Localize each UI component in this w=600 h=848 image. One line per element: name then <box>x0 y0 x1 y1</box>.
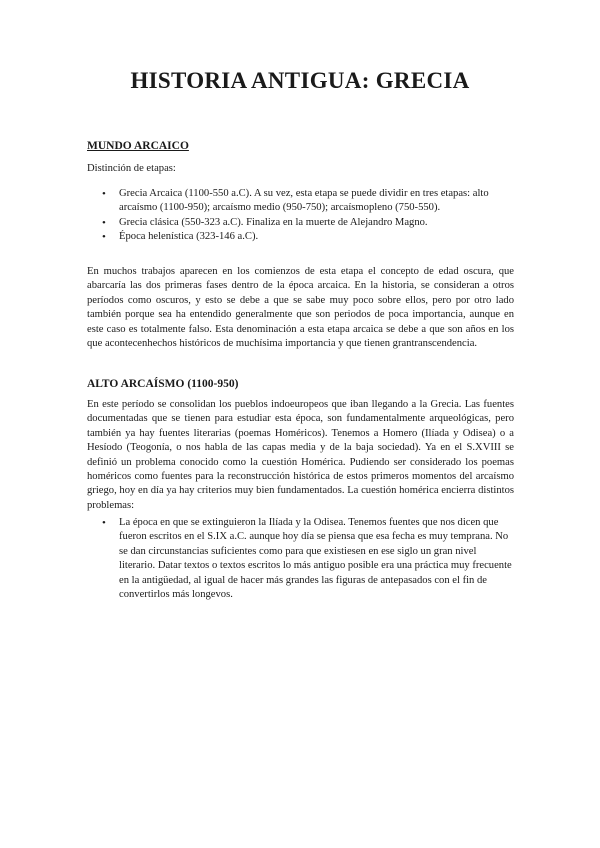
list-item: • Época helenística (323-146 a.C). <box>87 230 514 244</box>
intro-text: Distinción de etapas: <box>87 163 176 174</box>
page-title: HISTORIA ANTIGUA: GRECIA <box>130 68 470 93</box>
etapas-list <box>87 187 514 245</box>
section-heading-mundo-arcaico: MUNDO ARCAICO <box>87 140 189 152</box>
section-heading-alto-arcaismo: ALTO ARCAÍSMO (1100-950) <box>87 378 239 390</box>
paragraph-edad-oscura: En muchos trabajos aparecen en los comienzos de esta etapa el concepto de edad oscura, que abarcaría las dos primeras fases dentro de la época arcaica. En la historia, se consideran a otros períodos como oscuros, y esto se debe a que se sabe muy poco sobre ellos, pero por otro lado también porque sea ha entendido generalmente que son periodos de poca importancia, aunque en este caso es totalmente falso. Esta denominación a esta etapa arcaica se debe a que son años en los que acontecenhechos históricos de muchísima importancia y que tienen grantranscendencia. <box>87 266 514 350</box>
paragraph-alto-arcaismo: En este período se consolidan los pueblos indoeuropeos que iban llegando a la Grecia. Las fuentes documentadas que se tienen para estudiar esta época, son fundamentalmente arqueológicas, pero también ya hay fuentes literarias (poemas Homéricos). Tenemos a Homero (Ilíada y Odisea) o a Hesíodo (Teogonía, o nos habla de las capas media y de la baja sociedad). Ya en el S.XVIII se definió un problema conocido como la cuestión Homérica. Pudiendo ser considerado los poemas homéricos como fuentes para la reconstrucción histórica de estos primeros momentos del arcaísmo griego, hoy en día ya hay criterios muy bien fundamentados. La cuestión homérica encierra distintos problemas: <box>87 399 514 511</box>
list-item: • Grecia clásica (550-323 a.C). Finaliza en la muerte de Alejandro Magno. <box>87 216 514 230</box>
list-item: • La época en que se extinguieron la Ilíada y la Odisea. Tenemos fuentes que nos dicen que fueron escritos en el S.IX a.C. aunque hoy día se piensa que esa fecha es muy temprana. No se dan circunstancias suficientes como para que existiesen en ese siglo un gran nivel literario. Datar textos o textos escritos lo más antiguo posible era una práctica muy frecuente en la antigüedad, al igual de hacer más grandes las figuras de antepasados con el fin de convertirlos más longevos. <box>87 516 514 602</box>
problemas-list <box>87 516 514 602</box>
list-item: • Grecia Arcaica (1100-550 a.C). A su vez, esta etapa se puede dividir en tres etapas: alto arcaísmo (1100-950); arcaísmo medio (950-750); arcaísmopleno (750-550). <box>87 187 514 216</box>
